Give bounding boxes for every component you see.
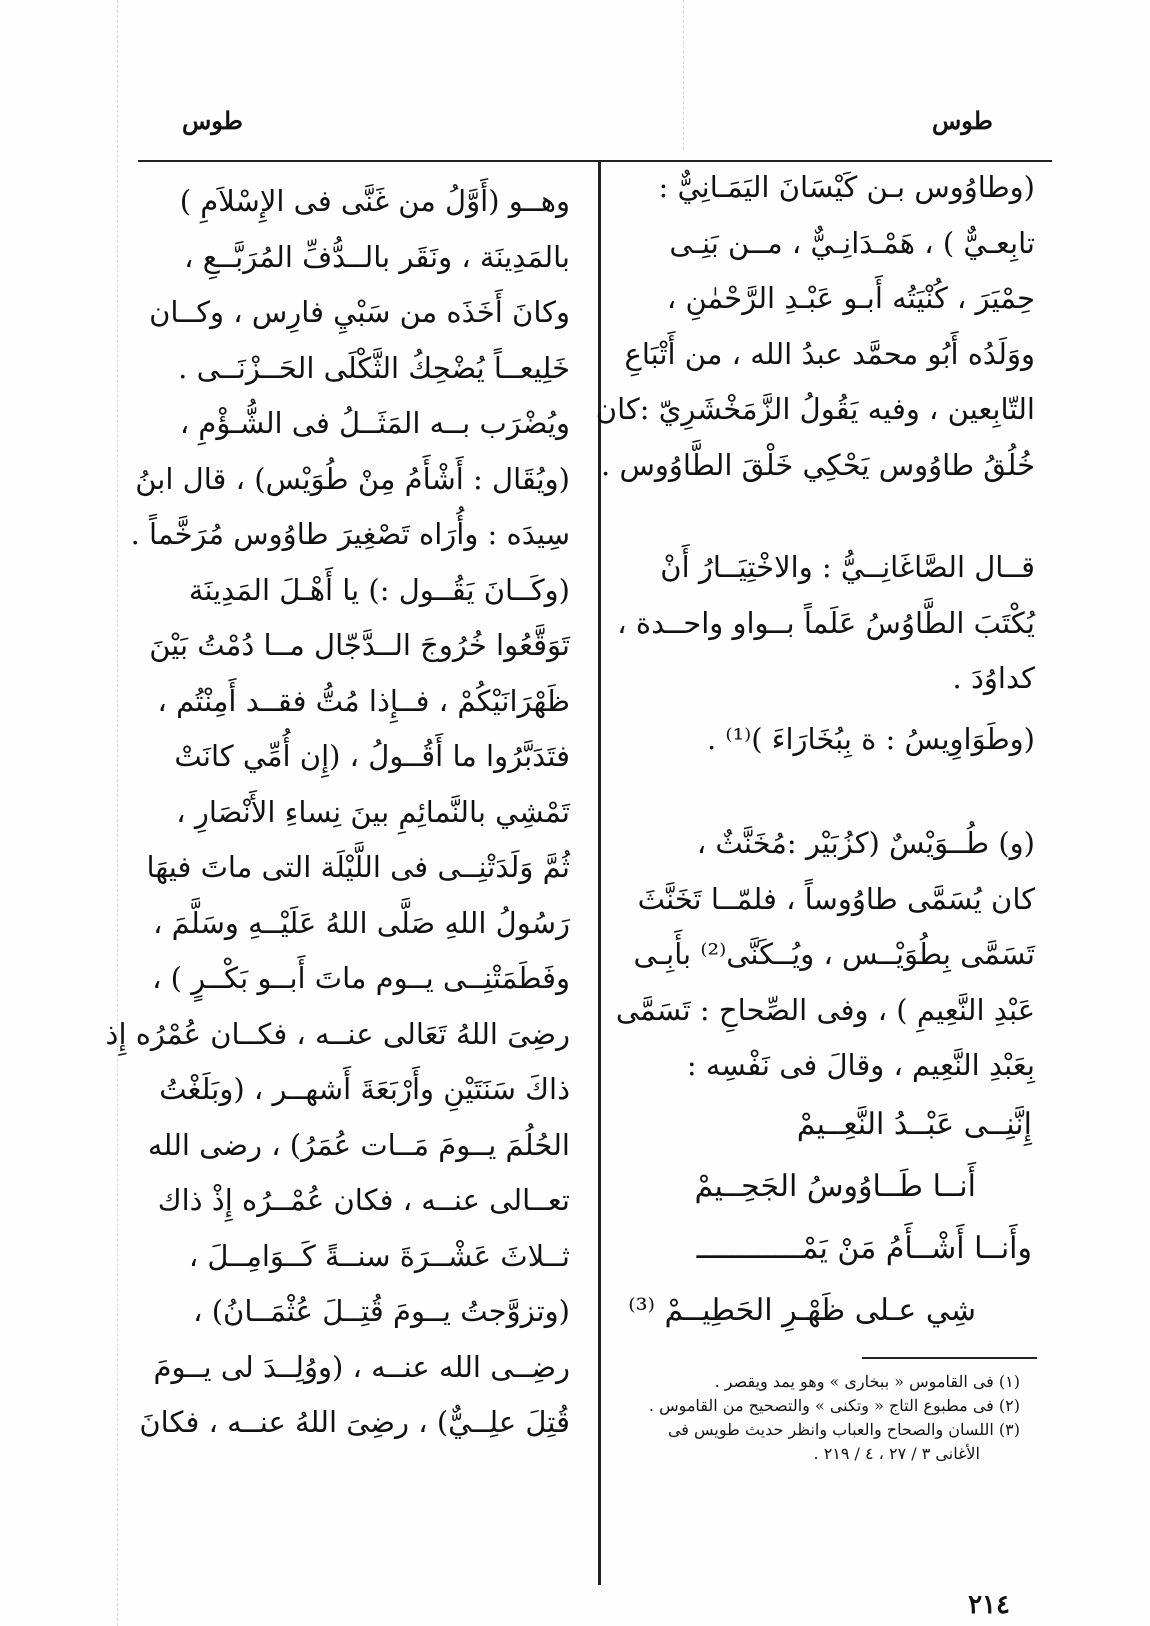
text-line: (وطَوَاوِيسُ : ة بِبُخَارَاءَ )⁽¹⁾ . (706, 722, 1035, 756)
footnotes (590, 1370, 1020, 1466)
scan-fold-line (683, 0, 684, 150)
entry-saghani-note (617, 540, 1035, 707)
text-line: خَلِيعــاً يُضْحِكُ الثَّكْلَى الحَــزْنَــى . (178, 350, 570, 385)
entry-tuways (615, 816, 1035, 1094)
text-line: تابِعـيٌّ ) ، هَمْـدَانِـيٌّ ، مــن بَنِـى (669, 225, 1035, 260)
footnote-3: (٣) اللسان والصحاح والعباب وانظر حديث طويس فى (667, 1420, 1020, 1439)
entry-tawawis (630, 712, 1035, 768)
text-line: تعــالى عنــه ، فكان عُمْــرُه إِذْ ذاك (157, 1183, 570, 1217)
text-line: عَبْدِ النَّعِيمِ ) ، وفى الصِّحاحِ : تَسَمَّى (615, 992, 1035, 1027)
text-line: ووَلَدُه أَبُو محمَّد عبدُ الله ، من أَتْبَاعِ (624, 336, 1035, 371)
text-line: تَوَقَّعُوا خُرُوجَ الــدَّجّال مــا دُمْتُ بَيْنَ (149, 628, 570, 662)
text-line: بِعَبْدِ النَّعِيم ، وقالَ فى نَفْسِه : (686, 1048, 1035, 1082)
text-line: ظَهْرَانَيْكُمْ ، فــإِذا مُتُّ فقــد أَمِنْتُم ، (157, 683, 570, 718)
verse-line: وأَنــا أَشْــأَمُ مَنْ يَمْــــــــــــ (696, 1231, 1032, 1266)
text-line: ثُمَّ وَلَدَتْنِــى فى اللَّيْلَة التى ماتَ فيهَا (146, 850, 570, 884)
scan-margin-line (117, 0, 118, 1626)
text-line: وكانَ أَخَذَه من سَبْيِ فارِس ، وكــان (149, 295, 570, 329)
running-header-right: طوس (932, 106, 993, 135)
text-line: كداوُدَ . (952, 661, 1035, 695)
footnote-1: (١) فى القاموس « ببخارى » وهو يمد ويقصر . (714, 1372, 1020, 1391)
text-line: يُكْتَبَ الطَّاوُسُ عَلَماً بــواو واحــدة ، (617, 605, 1035, 640)
text-line: ويُضْرَب بــه المَثَــلُ فى الشُّـؤْمِ ، (179, 406, 570, 440)
running-header-left: طوس (182, 106, 243, 135)
entry-tuways-continued (105, 174, 570, 1451)
text-line: (وتزوَّجتُ يــومَ قُتِــلَ عُثْمَــانُ) ، (193, 1294, 570, 1328)
text-line: خُلُقُ طاوُوس يَحْكِي خَلْقَ الطَّاوُوس . (601, 447, 1035, 482)
entry-tawus-ibn-kaysan (595, 160, 1035, 493)
text-line: تَمْشِي بالنَّمائِمِ بينَ نِساءِ الأَنْصَارِ ، (176, 794, 570, 829)
text-line: ثــلاثَ عَشْــرَةَ سنــةً كَــوَامِــلَ ، (188, 1238, 570, 1273)
text-line: رَسُولُ اللهِ صَلَّى اللهُ عَلَيْــهِ وسَلَّمَ ، (153, 905, 570, 940)
text-line: سِيدَه : وأُرَاه تَصْغِيرَ طاوُوس مُرَخَّماً . (130, 517, 570, 551)
text-line: (و) طُــوَيْسٌ (كزُبَيْر :مُخَنَّثٌ ، (696, 826, 1035, 860)
poem-verses (628, 1094, 1032, 1342)
text-line: (ويُقَال : أَشْأَمُ مِنْ طُوَيْس) ، قال ابنُ (135, 461, 570, 496)
text-line: قــال الصَّاغَانِــيُّ : والاخْتِيَــارُ أَنْ (660, 550, 1035, 584)
verse-line: إِنَّنِــى عَبْــدُ النَّعِــيمْ (796, 1107, 1032, 1142)
text-line: التّابِعين ، وفيه يَقُولُ الزَّمَخْشَرِيّ :كان (595, 392, 1035, 426)
text-line: الحُلُمَ يــومَ مَــات عُمَرُ) ، رضى الله (147, 1127, 570, 1162)
footnote-rule (862, 1357, 1037, 1359)
text-line: رضِىَ اللهُ تَعَالى عنــه ، فكــان عُمْرُه إِذ (105, 1016, 570, 1051)
text-line: ذاكَ سَنَتَيْنِ وأَرْبَعَةَ أَشهــر ، (وبَلَغْتُ (159, 1072, 570, 1106)
footnote-2: (٢) فى مطبوع التاج « وتكنى » والتصحيح من القاموس . (648, 1396, 1020, 1415)
text-line: تَسَمَّى بِطُوَيْــس ، ويُــكَنَّى⁽²⁾ بأَبِـى (633, 937, 1035, 971)
text-line: وفَطَمَتْنِــى يــوم ماتَ أَبــو بَكْــرٍ ) ، (152, 961, 570, 995)
footnote-3-continued: الأغانى ٣ / ٢٧ ، ٤ / ٢١٩ . (813, 1444, 980, 1463)
text-line: بالمَدِينَة ، ونَقَر بالــدُّفِّ المُرَبَّــعِ ، (184, 239, 570, 274)
text-line: (وكَــانَ يَقُــول :) يا أَهْـلَ المَدِينَة (188, 572, 570, 607)
page-number: ٢١٤ (968, 1590, 1010, 1620)
text-line: فتَدَبَّرُوا ما أَقُــولُ ، (إِن أُمِّي كانَتْ (174, 739, 570, 773)
text-line: قُتِلَ علِــيٌّ) ، رضِىَ اللهُ عنــه ، فكانَ (139, 1405, 570, 1439)
text-line: وهــو (أَوَّلُ من غَنَّى فى الإِسْلاَمِ ) (179, 184, 570, 218)
text-line: كان يُسَمَّى طاوُوساً ، فلمّــا تَخَنَّثَ (637, 881, 1035, 916)
text-line: (وطاوُوس بـن كَيْسَانَ اليَمَـانِيٌّ : (658, 170, 1035, 204)
text-line: حِمْيَرَ ، كُنْيَتُه أَبـو عَبْـدِ الرَّحْمٰنِ ، (666, 281, 1035, 315)
verse-line: شِي عـلى ظَهْـرِ الحَطِيــمْ ⁽³⁾ (628, 1293, 976, 1328)
verse-line: أَنــا طَــاوُوسُ الجَحِــيمْ (694, 1169, 976, 1204)
text-line: رضِــى الله عنــه ، (ووُلِــدَ لى يــومَ (153, 1349, 570, 1384)
